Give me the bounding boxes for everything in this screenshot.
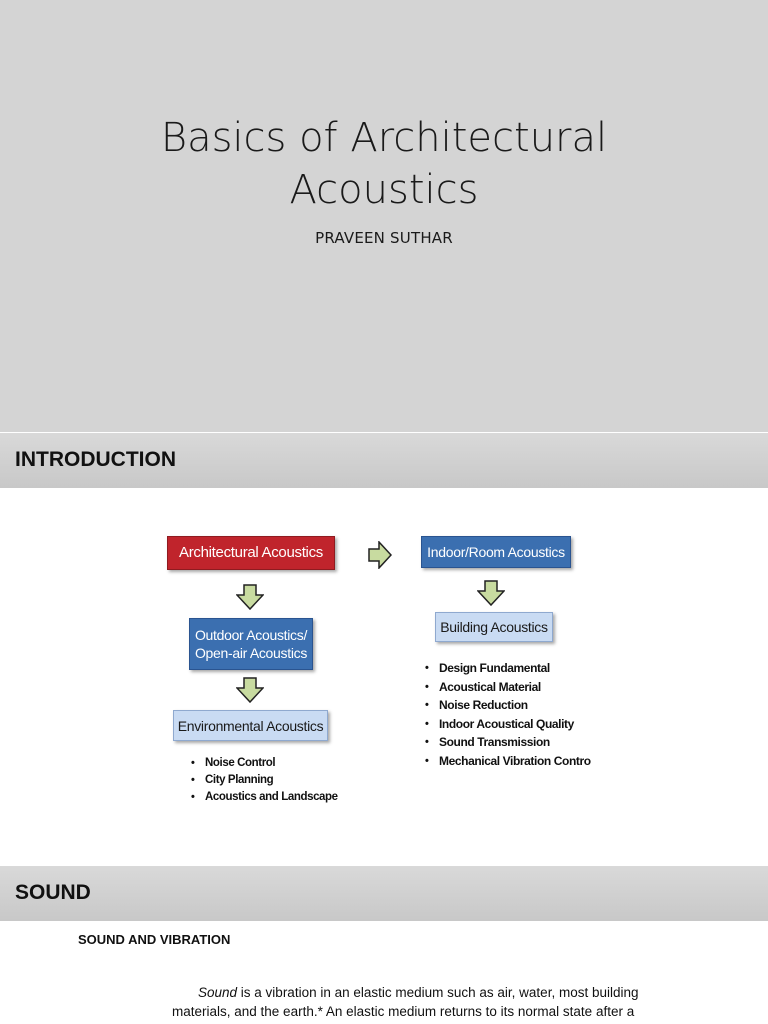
- sound-and-vibration-subheading: SOUND AND VIBRATION: [78, 932, 231, 947]
- architectural-acoustics-label: Architectural Acoustics: [179, 544, 323, 561]
- indoor-room-acoustics-box: [421, 536, 571, 568]
- sound-paragraph: [172, 983, 652, 1021]
- outdoor-acoustics-box: [189, 618, 313, 670]
- list-item: • Acoustical Material: [425, 678, 591, 697]
- list-item: • Indoor Acoustical Quality: [425, 715, 591, 734]
- environmental-acoustics-label: Environmental Acoustics: [177, 717, 324, 734]
- title-line-1: Basics of Architectural: [160, 115, 608, 161]
- author-name: PRAVEEN SUTHAR: [315, 229, 453, 247]
- outdoor-acoustics-label-line-1: Outdoor Acoustics/: [194, 627, 308, 643]
- presentation-title: [0, 112, 768, 216]
- introduction-heading: INTRODUCTION: [15, 448, 176, 471]
- list-item: • City Planning: [191, 772, 338, 789]
- down-arrow-icon: [236, 584, 264, 610]
- list-item: • Noise Reduction: [425, 696, 591, 715]
- list-item: • Sound Transmission: [425, 733, 591, 752]
- environmental-acoustics-box: [173, 710, 328, 741]
- outdoor-acoustics-label-line-2: Open-air Acoustics: [194, 645, 308, 661]
- sound-paragraph-line-2: materials, and the earth.* An elastic medium returns to its normal state after a: [172, 1004, 635, 1019]
- sound-heading: SOUND: [15, 881, 91, 904]
- building-acoustics-list: [425, 659, 591, 770]
- architectural-acoustics-box: [167, 536, 335, 570]
- title-slide: [0, 0, 768, 432]
- list-item: • Design Fundamental: [425, 659, 591, 678]
- right-arrow-icon: [368, 541, 392, 569]
- list-item: • Acoustics and Landscape: [191, 789, 338, 806]
- title-line-2: Acoustics: [289, 167, 479, 213]
- sound-header-bar: [0, 866, 768, 921]
- list-item: • Mechanical Vibration Contro: [425, 752, 591, 771]
- sound-paragraph-line-1: is a vibration in an elastic medium such as air, water, most building: [237, 985, 639, 1000]
- sound-term: Sound: [198, 985, 238, 1000]
- down-arrow-icon: [477, 580, 505, 606]
- introduction-header-bar: [0, 433, 768, 488]
- acoustics-diagram: [0, 488, 768, 866]
- list-item: • Noise Control: [191, 755, 338, 772]
- down-arrow-icon: [236, 677, 264, 703]
- indoor-room-acoustics-label: Indoor/Room Acoustics: [427, 544, 565, 560]
- environmental-acoustics-list: [191, 755, 338, 806]
- building-acoustics-label: Building Acoustics: [440, 619, 548, 635]
- building-acoustics-box: [435, 612, 553, 642]
